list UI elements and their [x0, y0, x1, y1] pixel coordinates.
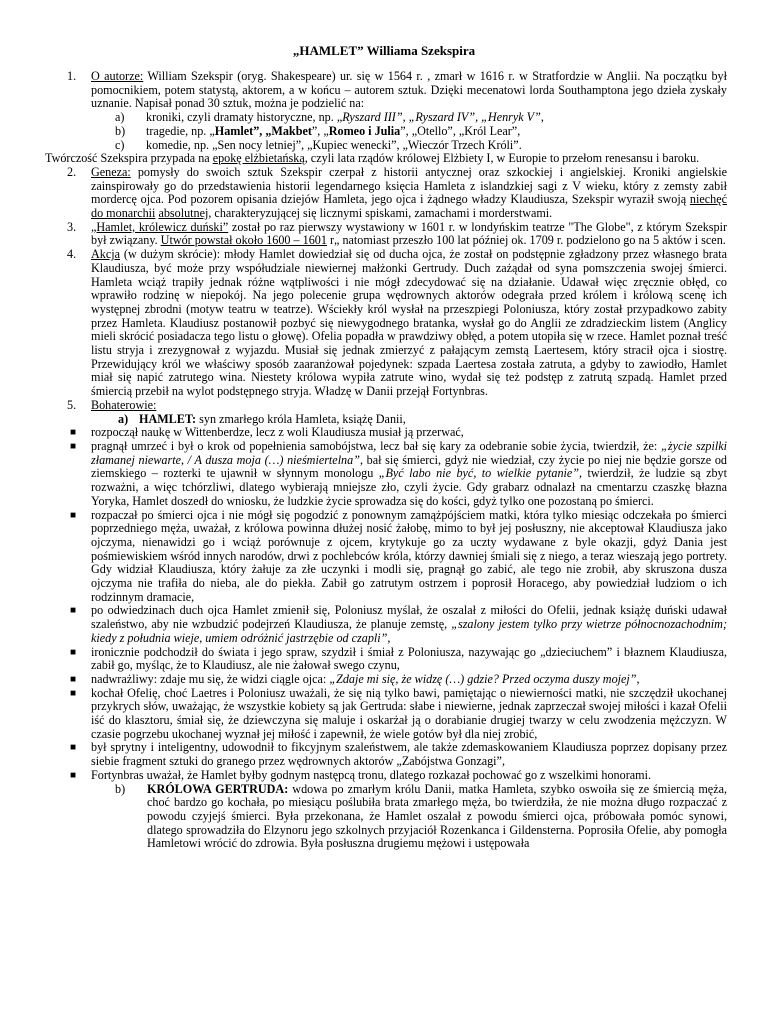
bullet-icon: ■ — [70, 605, 77, 617]
section-plot: 4. Akcja (w dużym skrócie): młody Hamlet dowiedział się od ducha ojca, że został on podstępnie zgładzony przez własnego brata Klaudiusza, być może przy współudziale niewiernej małżonki Gertrudy. Duch zażądał od syna pomszczenia swojej śmierci. Hamleta wciąż trapiły jednak różne wątpliwości i nie mógł zdecydować się na działanie. Udawał więc zręcznie obłęd, co wprawiło rodzinę w niepokój. Na jego polecenie grupa wędrownych aktorów odegrała przed królem i królową scenę ich występnej zbrodni (motyw teatru w teatrze). Wściekły król wysłał na przeszpiegi Poloniusza, który został przypadkowo zabity przez Hamleta. Klaudiusz postanowił pozbyć się niewygodnego bratanka, wysłał go do Anglii ze zdradzieckim listem (Anglicy mieli skrócić posiadacza tego listu o głowę). Ofelia popadła w prawdziwy obłęd, a potem utopiła się w rzece. Hamlet poznał treść listu stryja i zrezygnował z wyjazdu. Musiał się jednak zmierzyć z pałającym zemstą Laertesem, który stracił ojca i siostrę. Przewidujący król we właściwy sposób zaaranżował pojedynek: szpada Laertesa została zatruta, a gdyby to zawiodło, Hamlet miał się napić zatrutego wina. Niestety królowa wypiła zatrute wino, wydał się też podstęp z zatrutą szpadą. Hamlet przed śmiercią przebił na wylot podstępnego stryja. Władzę w Danii przejął Fortynbras. — [67, 247, 727, 399]
section-premiere: 3. „Hamlet, królewicz duński” został po raz pierwszy wystawiony w 1601 r. w londyńskim teatrze "The Globe", z którym Szekspir był związany. Utwór powstał około 1600 – 1601 r„ natomiast przeszło 100 lat później ok. 1709 r. podzielono go na 5 aktów i scen. — [67, 219, 728, 248]
document-body — [45, 70, 727, 851]
bullet-icon: ■ — [70, 509, 77, 521]
list-item: ■ Fortynbras uważał, że Hamlet byłby godnym następcą tronu, dlatego rozkazał pochować go z wszelkimi honorami. — [70, 767, 651, 782]
list-item-kroniki: a) kroniki, czyli dramaty historyczne, np. „Ryszard III”, „Ryszard IV”, „Henryk V”, — [115, 110, 544, 125]
bullet-icon: ■ — [70, 646, 77, 658]
list-item-komedie: c) komedie, np. „Sen nocy letniej”, „Kupiec wenecki”, „Wieczór Trzech Króli”. — [115, 137, 522, 152]
section-author — [45, 70, 727, 111]
list-item: ■ po odwiedzinach duch ojca Hamlet zmienił się, Poloniusz myślał, że oszalał z miłości do Ofelii, jednak książę duński udawał szaleństwo, aby nie wzbudzić podejrzeń Klaudiusza, że planuje zemstę, „szalony jestem tylko przy wietrze północnozachodnim; kiedy z południa wieje, umiem odróżnić jastrzębie od czapli”, — [70, 603, 727, 645]
list-item: ■ rozpoczął naukę w Wittenberdze, lecz z woli Klaudiusza musiał ją przerwać, — [70, 425, 464, 440]
list-item: ■ nadwrażliwy: zdaje mu się, że widzi ciągle ojca: „Zdaje mi się, że widzę (…) gdzie? Przed oczyma duszy mojej”, — [70, 671, 640, 686]
list-item: ■ pragnął umrzeć i był o krok od popełnienia samobójstwa, lecz bał się kary za odebranie sobie życia, twierdził, że: „życie szpilki złamanej niewarte, / A dusza moja (…) nieśmiertelna”, bał się śmierci, gdyż nie wiedział, czy życie po niej nie będzie gorsze od ziemskiego – rozterki te ujawnił w słynnym monologu „Być labo nie być, to wielkie pytanie”, twierdził, że ludzie są zbyt rozważni, a więc tchórzliwi, dlatego wybierają mniejsze zło, czyli życie. Gdy grabarz odnalazł na cmentarzu czaszkę błazna Yoryka, Hamlet doszedł do wniosku, że ludzkie życie sprowadza się do kości, gdyż tylko one pozostaną po śmierci. — [70, 438, 728, 508]
section-number: 1. — [67, 69, 77, 83]
bullet-icon: ■ — [70, 687, 77, 699]
list-item-tragedie: b) tragedie, np. „Hamlet”, „Makbet”, „Romeo i Julia”, „Otello”, „Król Lear”, — [115, 123, 521, 138]
list-item: ■ rozpaczał po śmierci ojca i nie mógł się pogodzić z ponownym zamążpójściem matki, która tylko miesiąc odczekała po śmierci poprzedniego męża, uważał, z królowa powinna dłużej nosić żałobę, mimo to był jej posłuszny, nie akceptował Klaudiusza jako ojczyma, nienawidzi go i wciąż porównuje z ojcem, krytykuje go za uczty wydawane z byle okazji, gdyż Dania jest pośmiewiskiem wśród innych narodów, drwi z pochlebców króla, którzy dawniej śmiali się z niego, a teraz wieszają jego portrety. Gdy widział Klaudiusza, który żałuje za złe uczynki i modli się, pragnął go zabić, ale tego nie zrobił, aby skruszona dusza ojczyma nie trafiła do nieba, ale do piekła. Zabił go zatrutym ostrzem i poprosił Horacego, aby powiedział ludziom o ich rodzinnym dramacie, — [70, 507, 727, 604]
list-item: ■ był sprytny i inteligentny, udowodnił to fikcyjnym szaleństwem, ale także zdemaskowaniem Klaudiusza poprzez dopisany przez siebie fragment sztuki do granego przez wędrownych aktorów „Zabójstwa Gonzagi”, — [70, 740, 727, 769]
page-title: „HAMLET” Williama Szekspira — [292, 43, 476, 58]
section-label: O autorze: — [91, 69, 144, 83]
character-gertruda: b) KRÓLOWA GERTRUDA: wdowa po zmarłym królu Danii, matka Hamleta, szybko oswoiła się ze śmiercią męża, choć bardzo go kochała, po miesiącu poślubiła brata zmarłego męża, bo twierdziła, że nie można długo rozpaczać z powodu czyjejś śmierci. Była przekonana, że Hamlet oszalał z powodu śmierci ojca, próbowała pomóc synowi, dlatego sprowadziła do Elzynoru jego szkolnych przyjaciół Rozenkanca i Gildensterna. Poprosiła Ofelie, aby pomogła Hamletowi wrócić do zdrowia. Była posłuszna drugiemu mężowi i ustępowała — [115, 781, 728, 851]
bullet-icon: ■ — [70, 673, 77, 685]
section-characters: 5. Bohaterowie: — [67, 397, 157, 412]
epoch-paragraph: Twórczość Szekspira przypada na epokę elżbietańską, czyli lata rządów królowej Elżbiety I, w Europie to przełom renesansu i baroku. — [45, 151, 700, 166]
section-text: William Szekspir (oryg. Shakespeare) ur. się w 1564 r. , zmarł w 1616 r. w Stratfordzie w Anglii. Na początku był pomocnikiem, potem statystą, aktorem, a w końcu – autorem sztuk. Dzięki mecenatowi lorda Southamptona jego dzieła zyskały uznanie. Napisał ponad 30 sztuk, można je podzielić na: — [91, 69, 727, 111]
character-hamlet-heading: a) HAMLET: syn zmarłego króla Hamleta, książę Danii, — [118, 411, 406, 426]
bullet-icon: ■ — [70, 742, 77, 754]
list-item: ■ kochał Ofelię, choć Laetres i Poloniusz uważali, że się nią tylko bawi, pamiętając o niewierności matki, nie szczędził ukochanej przykrych słów, uważając, że wszystkie kobiety są jak Gertruda: słabe i niewierne, jednak zaprzeczał swojej miłości i kazał Ofelii iść do klasztoru, śmiał się, że dziewczyna się maluje i oskarżał ją o dorabianie drugiej twarzy w celu zwodzenia mężczyzn. W czasie pogrzebu ukochanej wyznał jej miłość i zapewnił, że wiele gotów był dla niej zrobić, — [70, 685, 727, 741]
bullet-icon: ■ — [70, 769, 77, 781]
list-item: ■ ironicznie podchodził do świata i jego spraw, szydził i śmiał z Poloniusza, nazywając go „dzieciuchem” i błaznem Klaudiusza, zabił go, myśląc, że to Klaudiusz, ale nie żałował swego czynu, — [70, 644, 727, 673]
section-genesis: 2. Geneza: pomysły do swoich sztuk Szekspir czerpał z historii antycznej oraz szkockiej i angielskiej. Kroniki angielskie zainspirowały go do przedstawienia historii legendarnego księcia Hamleta z islandzkiej sagi z V wieku, który z zemsty zabił mordercę ojca. Pod pozorem opisania dziejów Hamleta, jego ojca i żądnego władzy Klaudiusza, Szekspir wyraził swoją niechęć do monarchii absolutnej, charakteryzującej się licznymi spiskami, zamachami i morderstwami. — [67, 164, 727, 221]
bullet-icon: ■ — [70, 427, 77, 439]
bullet-icon: ■ — [70, 440, 77, 452]
